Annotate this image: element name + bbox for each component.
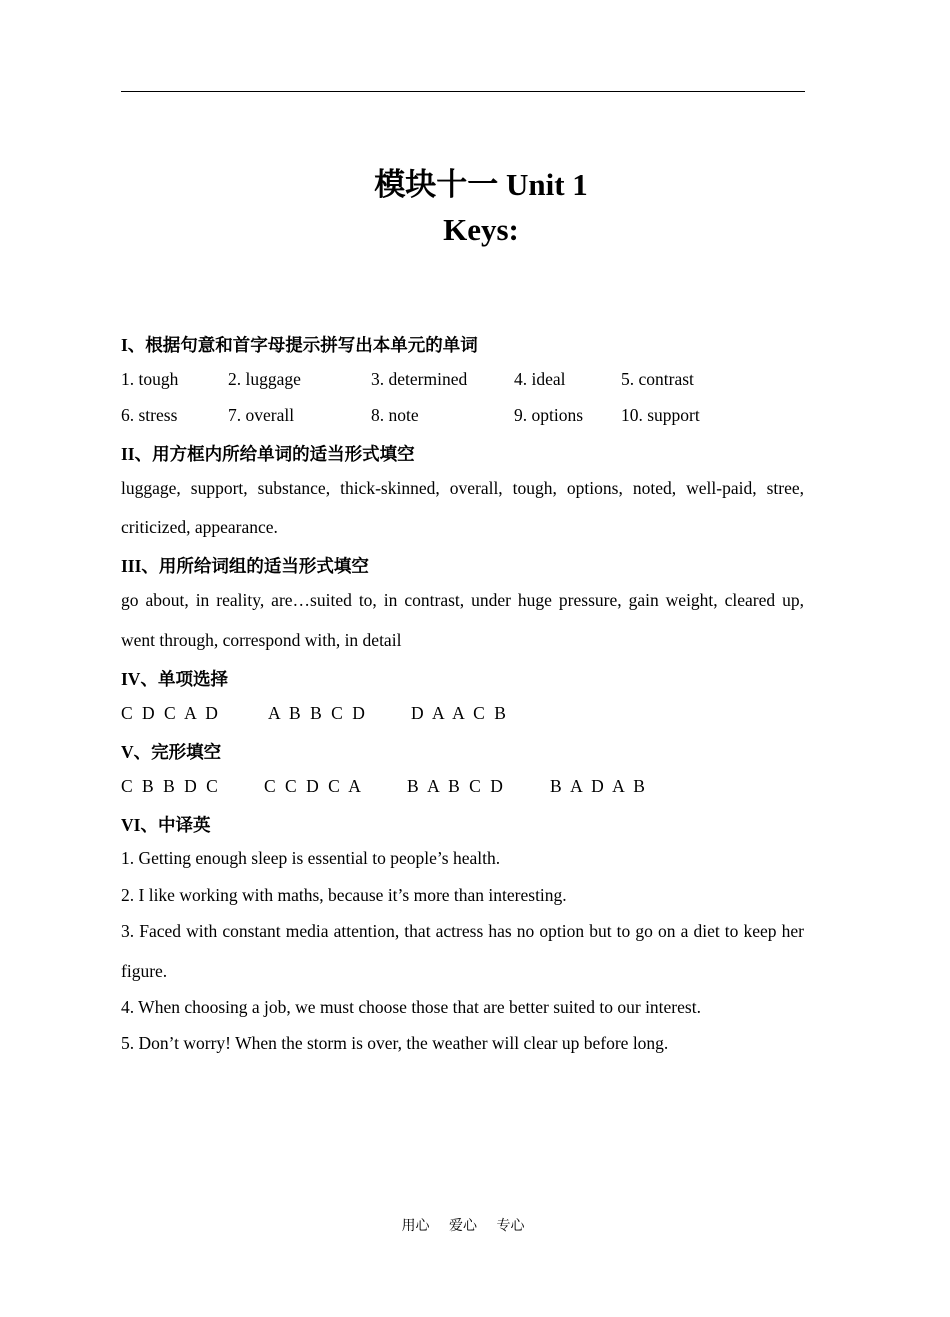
cloze-group-4: B A D A B <box>550 776 648 796</box>
translation-4: 4. When choosing a job, we must choose those that are better suited to our interest. <box>121 997 701 1017</box>
section-4-heading: IV、单项选择 <box>121 669 228 689</box>
translation-5: 5. Don’t worry! When the storm is over, the weather will clear up before long. <box>121 1033 669 1053</box>
answer-7: 7. overall <box>228 405 295 425</box>
header-rule <box>121 91 805 92</box>
footer-word-1: 用心 <box>401 1219 430 1234</box>
translation-1: 1. Getting enough sleep is essential to people’s health. <box>121 848 501 868</box>
choice-group-3: D A A C B <box>411 703 509 723</box>
translation-3-line-2: figure. <box>121 961 168 981</box>
section-2-line-2: criticized, appearance. <box>121 517 278 537</box>
answer-2: 2. luggage <box>228 369 301 389</box>
section-6-heading: VI、中译英 <box>121 815 211 835</box>
page-title: 模块十一 Unit 1 <box>374 167 588 202</box>
choice-group-1: C D C A D <box>121 703 221 723</box>
footer-word-2: 爱心 <box>449 1219 477 1234</box>
page-subtitle: Keys: <box>443 212 519 247</box>
cloze-group-1: C B B D C <box>121 776 221 796</box>
cloze-group-3: B A B C D <box>407 776 506 796</box>
answer-10: 10. support <box>621 405 700 425</box>
section-3-line-2: went through, correspond with, in detail <box>121 630 402 650</box>
translation-3-line-1: 3. Faced with constant media attention, that actress has no option but to go on a diet to keep her <box>121 921 804 941</box>
choice-group-2: A B B C D <box>268 703 368 723</box>
answer-9: 9. options <box>514 405 584 425</box>
answer-6: 6. stress <box>121 405 178 425</box>
footer-word-3: 专心 <box>496 1219 525 1234</box>
answer-1: 1. tough <box>121 369 179 389</box>
answer-5: 5. contrast <box>621 369 694 389</box>
page-footer <box>0 1215 926 1235</box>
answer-8: 8. note <box>371 405 419 425</box>
translation-2: 2. I like working with maths, because it’s more than interesting. <box>121 885 567 905</box>
section-3-heading: III、用所给词组的适当形式填空 <box>121 556 369 576</box>
section-2-heading: II、用方框内所给单词的适当形式填空 <box>121 444 415 464</box>
section-1-heading: I、根据句意和首字母提示拼写出本单元的单词 <box>121 335 478 355</box>
section-3-line-1: go about, in reality, are…suited to, in contrast, under huge pressure, gain weight, cleared up, <box>121 590 804 610</box>
section-2-line-1: luggage, support, substance, thick-skinned, overall, tough, options, noted, well-paid, stree, <box>121 478 804 498</box>
cloze-group-2: C C D C A <box>264 776 364 796</box>
answer-3: 3. determined <box>371 369 468 389</box>
answer-4: 4. ideal <box>514 369 566 389</box>
section-5-heading: V、完形填空 <box>121 742 222 762</box>
